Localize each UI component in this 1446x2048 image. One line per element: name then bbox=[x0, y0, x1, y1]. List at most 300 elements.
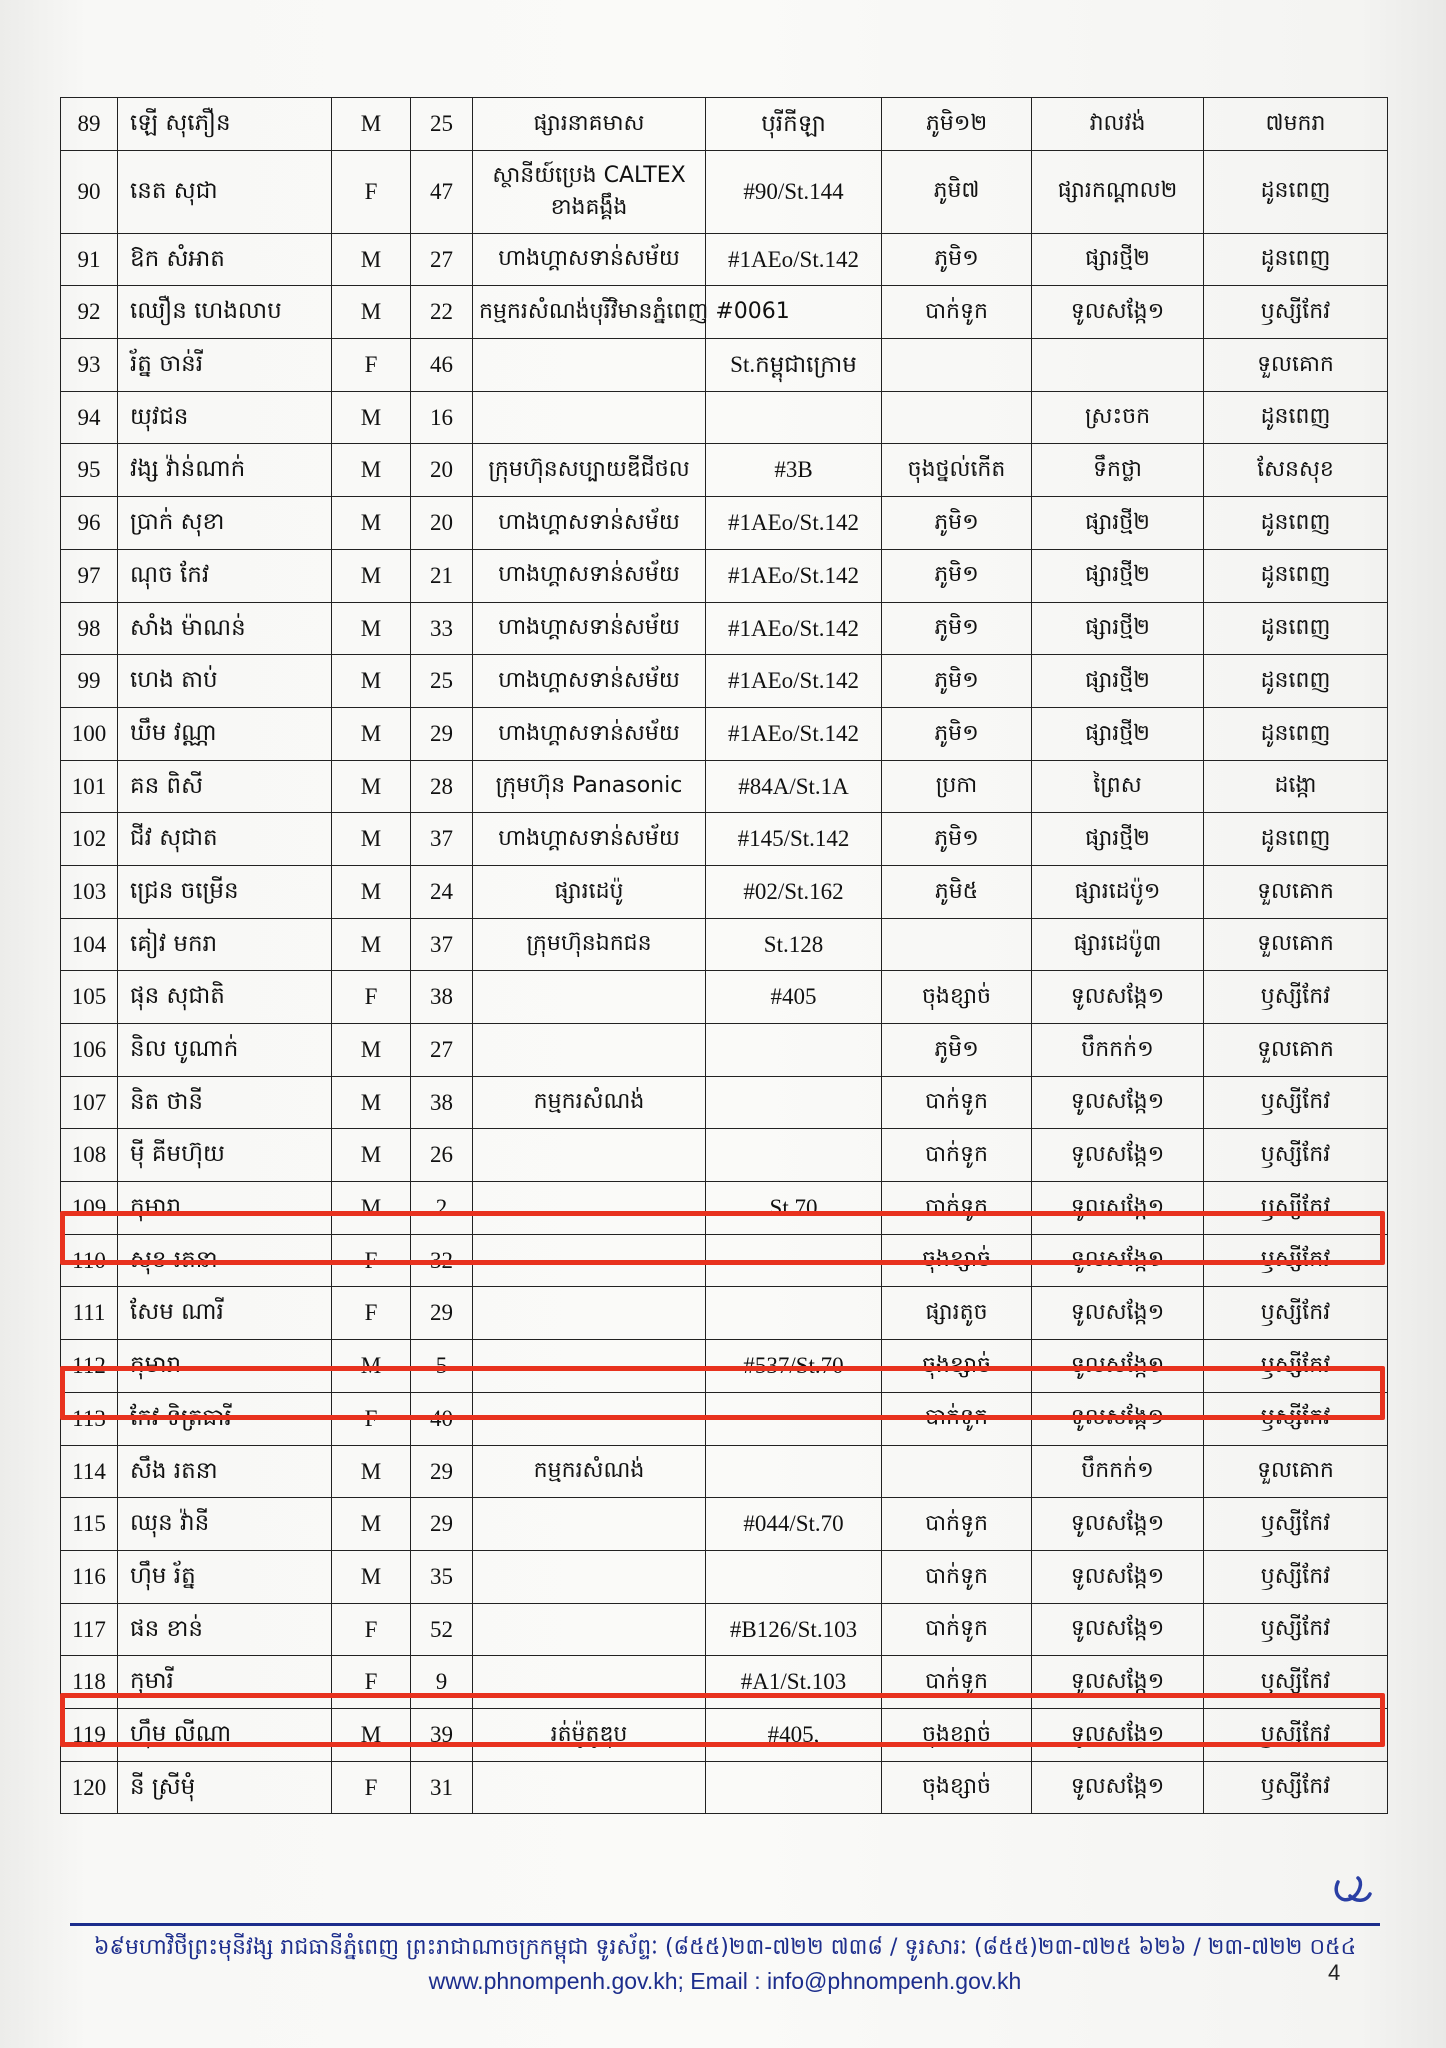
commune-cell: បឹកកក់១ bbox=[1032, 1024, 1204, 1077]
workplace-cell: ក្រុមហ៊ុនសប្បាយឌីជីថល bbox=[473, 444, 706, 497]
age-cell: 24 bbox=[411, 865, 473, 918]
district-cell: ដូនពេញ bbox=[1204, 233, 1388, 286]
commune-cell: ផ្សារថ្មី២ bbox=[1032, 602, 1204, 655]
district-cell: ដូនពេញ bbox=[1204, 813, 1388, 866]
workplace-cell: ហាងហ្គាសទាន់សម័យ bbox=[473, 602, 706, 655]
sex-cell: M bbox=[332, 1498, 411, 1551]
workplace-cell bbox=[473, 971, 706, 1024]
workplace-cell bbox=[473, 1129, 706, 1182]
table-row bbox=[61, 391, 1388, 444]
row-number-cell: 103 bbox=[61, 865, 118, 918]
village-cell: បាក់ទូក bbox=[882, 1129, 1032, 1182]
table-row bbox=[61, 1287, 1388, 1340]
workplace-cell bbox=[473, 339, 706, 392]
workplace-cell: កម្មករសំណង់ bbox=[473, 1076, 706, 1129]
row-number-cell: 98 bbox=[61, 602, 118, 655]
age-cell: 16 bbox=[411, 391, 473, 444]
workplace-cell: ផ្សារដេប៉ូ bbox=[473, 865, 706, 918]
district-cell: សែនសុខ bbox=[1204, 444, 1388, 497]
workplace-cell bbox=[473, 1287, 706, 1340]
village-cell: ផ្សារតូច bbox=[882, 1287, 1032, 1340]
table-row bbox=[61, 971, 1388, 1024]
table-row bbox=[61, 655, 1388, 708]
table-row bbox=[61, 1603, 1388, 1656]
row-number-cell: 95 bbox=[61, 444, 118, 497]
row-number-cell: 94 bbox=[61, 391, 118, 444]
workplace-cell: ហាងហ្គាសទាន់សម័យ bbox=[473, 233, 706, 286]
name-cell: ម៉ី គីមហ៊ុយ bbox=[118, 1129, 332, 1182]
row-number-cell: 112 bbox=[61, 1340, 118, 1393]
street-address-cell: St.70 bbox=[706, 1182, 882, 1235]
commune-cell: ទូលសង្កែ១ bbox=[1032, 1234, 1204, 1287]
commune-cell: ទូលសង្កែ១ bbox=[1032, 1498, 1204, 1551]
street-address-cell: #1AEo/St.142 bbox=[706, 233, 882, 286]
commune-cell: ទូលសង្កែ១ bbox=[1032, 1392, 1204, 1445]
row-number-cell: 104 bbox=[61, 918, 118, 971]
workplace-cell: ហាងហ្គាសទាន់សម័យ bbox=[473, 549, 706, 602]
workplace-cell: ផ្សារនាគមាស bbox=[473, 98, 706, 151]
street-address-cell bbox=[706, 391, 882, 444]
name-cell: ផន ខាន់ bbox=[118, 1603, 332, 1656]
table-row bbox=[61, 1445, 1388, 1498]
commune-cell: ផ្សារថ្មី២ bbox=[1032, 813, 1204, 866]
district-cell: ឫស្សីកែវ bbox=[1204, 1182, 1388, 1235]
village-cell: បាក់ទូក bbox=[882, 286, 1032, 339]
name-cell: ហេង តាប់ bbox=[118, 655, 332, 708]
sex-cell: M bbox=[332, 1024, 411, 1077]
commune-cell: ព្រៃស bbox=[1032, 760, 1204, 813]
village-cell: ភូមិ៧ bbox=[882, 150, 1032, 233]
district-cell: ដូនពេញ bbox=[1204, 602, 1388, 655]
commune-cell: ផ្សារកណ្ដាល២ bbox=[1032, 150, 1204, 233]
footer-contact-links[interactable]: www.phnompenh.gov.kh; Email : info@phnompenh.gov.kh bbox=[428, 1968, 1022, 1994]
district-cell: ឫស្សីកែវ bbox=[1204, 1392, 1388, 1445]
age-cell: 47 bbox=[411, 150, 473, 233]
district-cell: ដូនពេញ bbox=[1204, 150, 1388, 233]
district-cell: ឫស្សីកែវ bbox=[1204, 971, 1388, 1024]
name-cell: ឈុន វ៉ានី bbox=[118, 1498, 332, 1551]
workplace-cell: ស្ថានីយ៍ប្រេង CALTEX ខាងគង្គឹង bbox=[473, 150, 706, 233]
age-cell: 29 bbox=[411, 707, 473, 760]
table-row bbox=[61, 150, 1388, 233]
village-cell: បាក់ទូក bbox=[882, 1392, 1032, 1445]
highlight-box-row-112 bbox=[60, 1366, 1385, 1420]
village-cell: បាក់ទូក bbox=[882, 1550, 1032, 1603]
street-address-cell: #02/St.162 bbox=[706, 865, 882, 918]
district-cell: ឫស្សីកែវ bbox=[1204, 1550, 1388, 1603]
name-cell: សឹង រតនា bbox=[118, 1445, 332, 1498]
village-cell: ចុងខ្សាច់ bbox=[882, 1761, 1032, 1814]
commune-cell: ទូលសង្កែ១ bbox=[1032, 1076, 1204, 1129]
sex-cell: F bbox=[332, 150, 411, 233]
row-number-cell: 100 bbox=[61, 707, 118, 760]
name-cell: ជីវ សុជាត bbox=[118, 813, 332, 866]
workplace-cell: ហាងហ្គាសទាន់សម័យ bbox=[473, 707, 706, 760]
table-row bbox=[61, 1498, 1388, 1551]
name-cell: ផុន សុជាតិ bbox=[118, 971, 332, 1024]
commune-cell: ទឹកថ្លា bbox=[1032, 444, 1204, 497]
name-cell: រ័ត្ន ចាន់រី bbox=[118, 339, 332, 392]
workplace-cell: កម្មករសំណង់ bbox=[473, 1445, 706, 1498]
age-cell: 38 bbox=[411, 971, 473, 1024]
village-cell: ភូមិ១ bbox=[882, 233, 1032, 286]
workplace-cell: ហាងហ្គាសទាន់សម័យ bbox=[473, 497, 706, 550]
commune-cell: ទូលសង្កែ១ bbox=[1032, 971, 1204, 1024]
age-cell: 29 bbox=[411, 1287, 473, 1340]
age-cell: 37 bbox=[411, 918, 473, 971]
village-cell bbox=[882, 339, 1032, 392]
row-number-cell: 96 bbox=[61, 497, 118, 550]
age-cell: 28 bbox=[411, 760, 473, 813]
name-cell: គន ពិសី bbox=[118, 760, 332, 813]
age-cell: 46 bbox=[411, 339, 473, 392]
table-row bbox=[61, 1024, 1388, 1077]
village-cell: បាក់ទូក bbox=[882, 1498, 1032, 1551]
table-row bbox=[61, 707, 1388, 760]
patient-records-table bbox=[60, 97, 1388, 1814]
street-address-cell: #1AEo/St.142 bbox=[706, 707, 882, 760]
workplace-cell bbox=[473, 1761, 706, 1814]
street-address-cell: #145/St.142 bbox=[706, 813, 882, 866]
district-cell: ដូនពេញ bbox=[1204, 391, 1388, 444]
age-cell: 52 bbox=[411, 1603, 473, 1656]
age-cell: 21 bbox=[411, 549, 473, 602]
village-cell: ភូមិ១២ bbox=[882, 98, 1032, 151]
commune-cell: ផ្សារថ្មី២ bbox=[1032, 655, 1204, 708]
name-cell: ហ៊ឹម លីណា bbox=[118, 1708, 332, 1761]
sex-cell: M bbox=[332, 286, 411, 339]
district-cell: ដូនពេញ bbox=[1204, 655, 1388, 708]
table-row bbox=[61, 444, 1388, 497]
workplace-cell: ហាងហ្គាសទាន់សម័យ bbox=[473, 813, 706, 866]
workplace-cell: ហាងហ្គាសទាន់សម័យ bbox=[473, 655, 706, 708]
row-number-cell: 118 bbox=[61, 1656, 118, 1709]
district-cell: ដូនពេញ bbox=[1204, 497, 1388, 550]
footer-address: ៦៩មហាវិថីព្រះមុនីវង្ស រាជធានីភ្នំពេញ ព្រះរាជាណាចក្រកម្ពុជា ទូរស័ព្ទៈ (៨៥៥)២៣-៧២២ ៧៣៨ / ទូរសារៈ (៨៥៥)២៣-៧២៥ ៦២៦ / ២៣-៧២២ ០៥៤ bbox=[93, 1935, 1357, 1960]
row-number-cell: 108 bbox=[61, 1129, 118, 1182]
name-cell: ប្រាក់ សុខា bbox=[118, 497, 332, 550]
street-address-cell bbox=[706, 1761, 882, 1814]
row-number-cell: 101 bbox=[61, 760, 118, 813]
row-number-cell: 89 bbox=[61, 98, 118, 151]
district-cell: ឫស្សីកែវ bbox=[1204, 1076, 1388, 1129]
village-cell bbox=[882, 391, 1032, 444]
age-cell: 20 bbox=[411, 444, 473, 497]
name-cell: កុមារា bbox=[118, 1182, 332, 1235]
sex-cell: F bbox=[332, 1234, 411, 1287]
street-address-cell: #405, bbox=[706, 1708, 882, 1761]
name-cell: និល បូណាក់ bbox=[118, 1024, 332, 1077]
age-cell: 25 bbox=[411, 98, 473, 151]
workplace-cell bbox=[473, 391, 706, 444]
sex-cell: M bbox=[332, 391, 411, 444]
name-cell: សាំង ម៉ាណន់ bbox=[118, 602, 332, 655]
row-number-cell: 116 bbox=[61, 1550, 118, 1603]
street-address-cell: St.កម្ពុជាក្រោម bbox=[706, 339, 882, 392]
sex-cell: M bbox=[332, 1129, 411, 1182]
street-address-cell: #1AEo/St.142 bbox=[706, 497, 882, 550]
street-address-cell: St.128 bbox=[706, 918, 882, 971]
commune-cell: ទូលសង្កែ១ bbox=[1032, 1656, 1204, 1709]
age-cell: 22 bbox=[411, 286, 473, 339]
highlight-box-row-109 bbox=[60, 1211, 1385, 1265]
row-number-cell: 117 bbox=[61, 1603, 118, 1656]
commune-cell: ផ្សារថ្មី២ bbox=[1032, 233, 1204, 286]
district-cell: ឫស្សីកែវ bbox=[1204, 1340, 1388, 1393]
name-cell: នី ស្រីមុំ bbox=[118, 1761, 332, 1814]
age-cell: 33 bbox=[411, 602, 473, 655]
table-row bbox=[61, 286, 1388, 339]
age-cell: 27 bbox=[411, 1024, 473, 1077]
workplace-cell bbox=[473, 1550, 706, 1603]
village-cell: ចុងខ្សាច់ bbox=[882, 971, 1032, 1024]
table-row bbox=[61, 549, 1388, 602]
village-cell: បាក់ទូក bbox=[882, 1656, 1032, 1709]
district-cell: ឫស្សីកែវ bbox=[1204, 1708, 1388, 1761]
highlight-box-row-118 bbox=[60, 1693, 1385, 1747]
village-cell: ភូមិ១ bbox=[882, 707, 1032, 760]
workplace-cell: ក្រុមហ៊ុន Panasonic bbox=[473, 760, 706, 813]
district-cell: ឫស្សីកែវ bbox=[1204, 1287, 1388, 1340]
street-address-cell bbox=[706, 1550, 882, 1603]
row-number-cell: 102 bbox=[61, 813, 118, 866]
commune-cell: ផ្សារថ្មី២ bbox=[1032, 707, 1204, 760]
age-cell: 2 bbox=[411, 1182, 473, 1235]
street-address-cell: #3B bbox=[706, 444, 882, 497]
sex-cell: M bbox=[332, 865, 411, 918]
commune-cell: វាលវង់ bbox=[1032, 98, 1204, 151]
row-number-cell: 115 bbox=[61, 1498, 118, 1551]
name-cell: ណុច កែវ bbox=[118, 549, 332, 602]
sex-cell: M bbox=[332, 233, 411, 286]
village-cell: បាក់ទូក bbox=[882, 1603, 1032, 1656]
sex-cell: M bbox=[332, 1445, 411, 1498]
commune-cell: ទូលសង្កែ១ bbox=[1032, 1287, 1204, 1340]
sex-cell: F bbox=[332, 339, 411, 392]
table-row bbox=[61, 1761, 1388, 1814]
commune-cell: ទូលសង្កែ១ bbox=[1032, 1182, 1204, 1235]
village-cell: ភូមិ១ bbox=[882, 1024, 1032, 1077]
workplace-cell bbox=[473, 1603, 706, 1656]
name-cell: ហ៊ឹម រ័ត្ន bbox=[118, 1550, 332, 1603]
commune-cell: ផ្សារដេប៉ូ៣ bbox=[1032, 918, 1204, 971]
row-number-cell: 111 bbox=[61, 1287, 118, 1340]
table-row bbox=[61, 1550, 1388, 1603]
sex-cell: M bbox=[332, 760, 411, 813]
table-row bbox=[61, 339, 1388, 392]
name-cell: គៀវ មករា bbox=[118, 918, 332, 971]
age-cell: 39 bbox=[411, 1708, 473, 1761]
street-address-cell bbox=[706, 1287, 882, 1340]
row-number-cell: 105 bbox=[61, 971, 118, 1024]
village-cell: ភូមិ១ bbox=[882, 602, 1032, 655]
table-row bbox=[61, 918, 1388, 971]
sex-cell: M bbox=[332, 549, 411, 602]
row-number-cell: 97 bbox=[61, 549, 118, 602]
age-cell: 40 bbox=[411, 1392, 473, 1445]
name-cell: កុមារី bbox=[118, 1656, 332, 1709]
table-body bbox=[61, 98, 1388, 1814]
name-cell: និត ថានី bbox=[118, 1076, 332, 1129]
sex-cell: F bbox=[332, 971, 411, 1024]
row-number-cell: 110 bbox=[61, 1234, 118, 1287]
district-cell: ដូនពេញ bbox=[1204, 549, 1388, 602]
footer-divider bbox=[70, 1923, 1380, 1926]
sex-cell: M bbox=[332, 1708, 411, 1761]
commune-cell: ស្រះចក bbox=[1032, 391, 1204, 444]
street-address-cell bbox=[706, 1129, 882, 1182]
table-row bbox=[61, 760, 1388, 813]
commune-cell bbox=[1032, 339, 1204, 392]
workplace-cell: កម្មករសំណង់បុរីវិមានភ្នំពេញ #0061 bbox=[473, 286, 706, 339]
village-cell: ចុងខ្សាច់ bbox=[882, 1234, 1032, 1287]
name-cell: ឈឿន ហេងលាប bbox=[118, 286, 332, 339]
sex-cell: M bbox=[332, 707, 411, 760]
sex-cell: M bbox=[332, 1182, 411, 1235]
sex-cell: M bbox=[332, 444, 411, 497]
district-cell: ដូនពេញ bbox=[1204, 707, 1388, 760]
street-address-cell: #90/St.144 bbox=[706, 150, 882, 233]
row-number-cell: 119 bbox=[61, 1708, 118, 1761]
row-number-cell: 114 bbox=[61, 1445, 118, 1498]
commune-cell: ផ្សារថ្មី២ bbox=[1032, 549, 1204, 602]
name-cell: ជ្រេន ចម្រើន bbox=[118, 865, 332, 918]
district-cell: ឫស្សីកែវ bbox=[1204, 1656, 1388, 1709]
sex-cell: F bbox=[332, 1287, 411, 1340]
table-row bbox=[61, 813, 1388, 866]
district-cell: ទួលគោក bbox=[1204, 918, 1388, 971]
name-cell: ឃឹម វណ្ណា bbox=[118, 707, 332, 760]
sex-cell: M bbox=[332, 1340, 411, 1393]
district-cell: ឫស្សីកែវ bbox=[1204, 1129, 1388, 1182]
handwritten-initial-mark bbox=[1330, 1868, 1374, 1908]
village-cell: ចុងខ្សាច់ bbox=[882, 1708, 1032, 1761]
age-cell: 27 bbox=[411, 233, 473, 286]
table-row bbox=[61, 1129, 1388, 1182]
name-cell: នេត សុជា bbox=[118, 150, 332, 233]
street-address-cell: #044/St.70 bbox=[706, 1498, 882, 1551]
name-cell: កុមារា bbox=[118, 1340, 332, 1393]
district-cell: ឫស្សីកែវ bbox=[1204, 286, 1388, 339]
table-row bbox=[61, 233, 1388, 286]
village-cell: ចុងខ្សាច់ bbox=[882, 1340, 1032, 1393]
village-cell bbox=[882, 1445, 1032, 1498]
row-number-cell: 120 bbox=[61, 1761, 118, 1814]
table-row bbox=[61, 602, 1388, 655]
street-address-cell: #B126/St.103 bbox=[706, 1603, 882, 1656]
sex-cell: M bbox=[332, 813, 411, 866]
sex-cell: F bbox=[332, 1603, 411, 1656]
name-cell: កែវ ទិត្រធារី bbox=[118, 1392, 332, 1445]
row-number-cell: 92 bbox=[61, 286, 118, 339]
street-address-cell: #1AEo/St.142 bbox=[706, 602, 882, 655]
village-cell: បាក់ទូក bbox=[882, 1076, 1032, 1129]
street-address-cell: #537/St.70 bbox=[706, 1340, 882, 1393]
age-cell: 25 bbox=[411, 655, 473, 708]
row-number-cell: 107 bbox=[61, 1076, 118, 1129]
village-cell: ភូមិ១ bbox=[882, 549, 1032, 602]
street-address-cell bbox=[706, 1445, 882, 1498]
age-cell: 29 bbox=[411, 1498, 473, 1551]
sex-cell: M bbox=[332, 1076, 411, 1129]
workplace-cell: រត់ម៉ូតូឌុប bbox=[473, 1708, 706, 1761]
village-cell: ភូមិ១ bbox=[882, 497, 1032, 550]
table-row bbox=[61, 865, 1388, 918]
commune-cell: ទូលសង្កែ១ bbox=[1032, 1708, 1204, 1761]
sex-cell: M bbox=[332, 918, 411, 971]
district-cell: ៧មករា bbox=[1204, 98, 1388, 151]
district-cell: ទួលគោក bbox=[1204, 339, 1388, 392]
commune-cell: ផ្សារដេប៉ូ១ bbox=[1032, 865, 1204, 918]
district-cell: ឫស្សីកែវ bbox=[1204, 1761, 1388, 1814]
row-number-cell: 113 bbox=[61, 1392, 118, 1445]
page-number: 4 bbox=[1328, 1960, 1341, 1985]
sex-cell: M bbox=[332, 98, 411, 151]
name-cell: ឱក សំអាត bbox=[118, 233, 332, 286]
row-number-cell: 91 bbox=[61, 233, 118, 286]
age-cell: 20 bbox=[411, 497, 473, 550]
commune-cell: ទូលសង្កែ១ bbox=[1032, 1603, 1204, 1656]
table-row bbox=[61, 98, 1388, 151]
name-cell: សុខ រតនា bbox=[118, 1234, 332, 1287]
commune-cell: ទូលសង្កែ១ bbox=[1032, 1761, 1204, 1814]
commune-cell: ទូលសង្កែ១ bbox=[1032, 286, 1204, 339]
district-cell: ទួលគោក bbox=[1204, 1024, 1388, 1077]
name-cell: វង្ស វ៉ាន់ណាក់ bbox=[118, 444, 332, 497]
workplace-cell bbox=[473, 1024, 706, 1077]
age-cell: 38 bbox=[411, 1076, 473, 1129]
sex-cell: F bbox=[332, 1761, 411, 1814]
age-cell: 29 bbox=[411, 1445, 473, 1498]
sex-cell: M bbox=[332, 497, 411, 550]
row-number-cell: 109 bbox=[61, 1182, 118, 1235]
village-cell: ភូមិ១ bbox=[882, 655, 1032, 708]
table-row bbox=[61, 1076, 1388, 1129]
age-cell: 37 bbox=[411, 813, 473, 866]
row-number-cell: 93 bbox=[61, 339, 118, 392]
sex-cell: F bbox=[332, 1656, 411, 1709]
commune-cell: ទូលសង្កែ១ bbox=[1032, 1550, 1204, 1603]
row-number-cell: 99 bbox=[61, 655, 118, 708]
age-cell: 31 bbox=[411, 1761, 473, 1814]
commune-cell: ផ្សារថ្មី២ bbox=[1032, 497, 1204, 550]
district-cell: ទួលគោក bbox=[1204, 1445, 1388, 1498]
district-cell: ឫស្សីកែវ bbox=[1204, 1234, 1388, 1287]
district-cell: ឫស្សីកែវ bbox=[1204, 1603, 1388, 1656]
name-cell: សែម ណារី bbox=[118, 1287, 332, 1340]
row-number-cell: 90 bbox=[61, 150, 118, 233]
district-cell: ឫស្សីកែវ bbox=[1204, 1498, 1388, 1551]
street-address-cell: #1AEo/St.142 bbox=[706, 655, 882, 708]
age-cell: 26 bbox=[411, 1129, 473, 1182]
district-cell: ដង្កោ bbox=[1204, 760, 1388, 813]
street-address-cell bbox=[706, 1076, 882, 1129]
street-address-cell: #405 bbox=[706, 971, 882, 1024]
village-cell: ភូមិ៥ bbox=[882, 865, 1032, 918]
table-row bbox=[61, 497, 1388, 550]
workplace-cell: ក្រុមហ៊ុនឯកជន bbox=[473, 918, 706, 971]
village-cell bbox=[882, 918, 1032, 971]
commune-cell: ទូលសង្កែ១ bbox=[1032, 1340, 1204, 1393]
row-number-cell: 106 bbox=[61, 1024, 118, 1077]
street-address-cell: #84A/St.1A bbox=[706, 760, 882, 813]
village-cell: ប្រកា bbox=[882, 760, 1032, 813]
sex-cell: M bbox=[332, 602, 411, 655]
village-cell: បាក់ទូក bbox=[882, 1182, 1032, 1235]
sex-cell: M bbox=[332, 1550, 411, 1603]
sex-cell: F bbox=[332, 1392, 411, 1445]
village-cell: ចុងថ្នល់កើត bbox=[882, 444, 1032, 497]
